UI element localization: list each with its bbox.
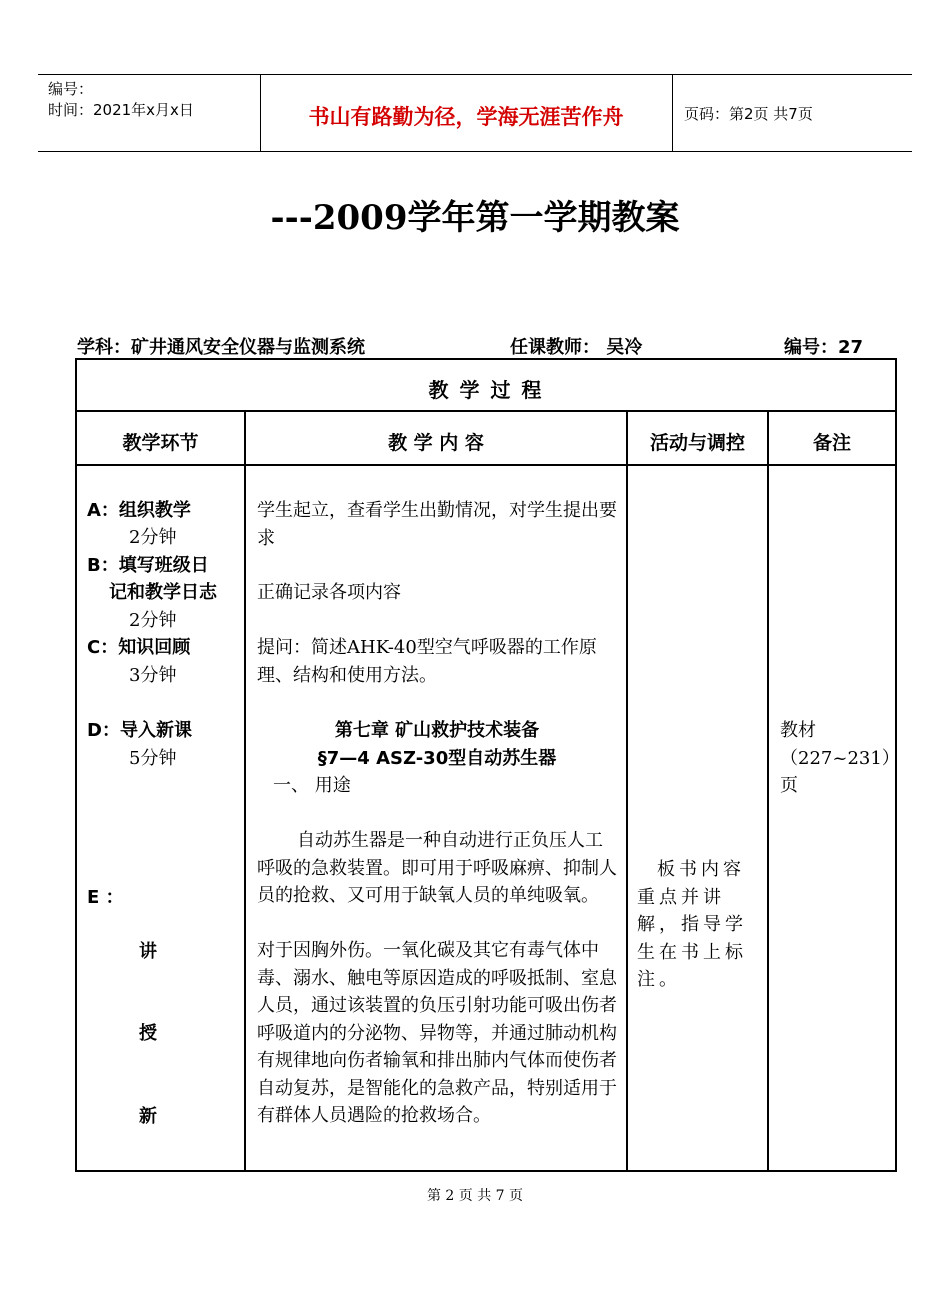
stage-item: C：知识回顾 [87,637,191,658]
content-paragraph: 自动苏生器是一种自动进行正负压人工呼吸的急救装置。即可用于呼吸麻痹、抑制人员的抢救、又可用于缺氧人员的单纯吸氧。 [257,830,617,906]
content-paragraph: 正确记录各项内容 [257,582,401,603]
stage-item: A：组织教学 [87,500,191,521]
stage-vertical-char: 讲 [139,941,157,962]
section-title: §7—4 ASZ-30型自动苏生器 [317,748,557,769]
stage-duration: 5分钟 [129,748,177,769]
stage-duration: 3分钟 [129,665,177,686]
page-footer: 第 2 页 共 7 页 [426,1188,524,1204]
table-caption: 教 学 过 程 [428,378,544,402]
table-col-rule [626,410,628,1172]
content-paragraph: 对于因胸外伤。一氧化碳及其它有毒气体中毒、溺水、触电等原因造成的呼吸抵制、室息人员，通过该装置的负压引射功能可吸出伤者呼吸道内的分泌物、异物等，并通过肺动机构有规律地向伤者输氧和排出肺内气体而使伤者自动复苏，是智能化的急救产品，特别适用于有群体人员遇险的抢救场合。 [257,940,617,1126]
header-number-label: 编号： [48,80,94,98]
header-stage: 教学环节 [122,432,199,454]
table-rule [77,410,895,412]
page-title: ---2009学年第一学期教案 [270,198,680,238]
stage-vertical-char: 新 [139,1106,157,1127]
header-remark: 备注 [812,432,851,454]
header-meta [48,79,194,121]
activity-note: 板书内容重点并讲解，指导学生在书上标注。 [637,859,747,990]
chapter-title: 第七章 矿山救护技术装备 [334,720,540,741]
meta-teacher: 任课教师： 吴冷 [510,337,643,358]
stage-item: E ： [87,887,124,908]
content-paragraph: 提问：简述AHK-40型空气呼吸器的工作原理、结构和使用方法。 [257,637,597,686]
meta-number: 编号：27 [784,337,864,358]
stage-duration: 2分钟 [129,610,177,631]
remark-note: 教材（227~231）页 [780,720,900,796]
stage-item: 记和教学日志 [109,582,217,603]
stage-vertical-char: 授 [139,1023,157,1044]
content-paragraph: 学生起立，查看学生出勤情况，对学生提出要求 [257,500,617,549]
subsection-title: 一、 用途 [273,775,351,796]
meta-subject: 学科：矿井通风安全仪器与监测系统 [77,337,365,358]
header-time: 时间：2021年x月x日 [48,101,194,119]
stage-duration: 2分钟 [129,527,177,548]
stage-item: B：填写班级日 [87,555,209,576]
stage-item: D：导入新课 [87,720,192,741]
header-activity: 活动与调控 [649,432,745,454]
lesson-table [75,358,900,1172]
page-header [38,74,912,152]
table-col-rule [244,410,246,1172]
table-col-rule [767,410,769,1172]
table-rule [77,464,895,466]
header-motto: 书山有路勤为径，学海无涯苦作舟 [308,105,624,129]
header-page-info: 页码：第2页 共7页 [684,105,813,123]
header-divider [672,75,673,151]
header-content: 教 学 内 容 [388,432,484,454]
